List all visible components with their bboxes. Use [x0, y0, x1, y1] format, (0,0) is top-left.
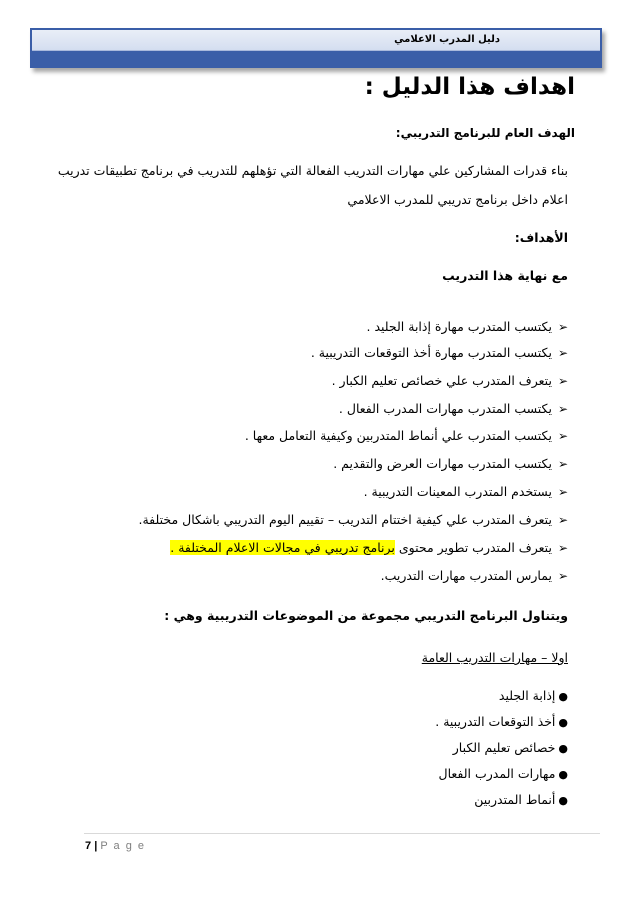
arrow-check-icon: ➢ — [557, 429, 568, 443]
objective-item — [339, 401, 568, 416]
header-bar — [30, 28, 602, 68]
page-number: 7 — [85, 840, 92, 852]
arrow-check-icon: ➢ — [557, 485, 568, 499]
arrow-check-icon: ➢ — [557, 346, 568, 360]
objective-text: يكتسب المتدرب مهارات العرض والتقديم . — [333, 456, 552, 471]
bullet-dot-icon: ● — [558, 690, 568, 703]
general-goal-heading: الهدف العام للبرنامج التدريبي: — [395, 126, 575, 140]
objective-text: يكتسب المتدرب مهارة إذابة الجليد . — [366, 319, 552, 334]
objective-text: يمارس المتدرب مهارات التدريب. — [380, 568, 552, 583]
objective-item — [245, 428, 568, 443]
topic-item — [499, 688, 568, 703]
topic-text: إذابة الجليد — [498, 688, 556, 703]
header-title: دليل المدرب الاعلامي — [394, 34, 500, 45]
objective-text: يتعرف المتدرب علي خصائص تعليم الكبار . — [331, 373, 552, 388]
topic-item — [474, 792, 568, 807]
objectives-heading: الأهداف: — [514, 230, 568, 245]
objective-text: يتعرف المتدرب علي كيفية اختتام التدريب – تقييم اليوم التدريبي باشكال مختلفة. — [138, 512, 552, 527]
objective-item — [332, 373, 568, 388]
objective-text: يكتسب المتدرب مهارة أخذ التوقعات التدريبية . — [310, 345, 552, 360]
topic-item — [453, 740, 568, 755]
topic-item — [439, 766, 569, 781]
topic-text: خصائص تعليم الكبار — [452, 740, 556, 755]
topics-intro: ويتناول البرنامج التدريبي مجموعة من الموضوعات التدريبية وهي : — [164, 608, 568, 623]
objective-item — [311, 345, 568, 360]
topic-text: أخذ التوقعات التدريبية . — [435, 714, 556, 729]
end-of-training-heading: مع نهاية هذا التدريب — [442, 268, 568, 283]
topic-text: مهارات المدرب الفعال — [438, 766, 556, 781]
arrow-check-icon: ➢ — [557, 402, 568, 416]
objective-item — [333, 456, 568, 471]
objective-item — [139, 512, 569, 527]
topic-item — [435, 714, 568, 729]
page-footer — [85, 840, 146, 852]
general-goal-line-2: اعلام داخل برنامج تدريبي للمدرب الاعلامي — [347, 192, 568, 207]
objective-item — [364, 484, 568, 499]
page-label: P a g e — [100, 840, 146, 852]
bullet-dot-icon: ● — [558, 742, 568, 755]
objective-text: يستخدم المتدرب المعينات التدريبية . — [363, 484, 552, 499]
topic-text: أنماط المتدربين — [474, 792, 556, 807]
objective-text: يتعرف المتدرب تطوير محتوى — [394, 540, 552, 555]
header-bar-strip — [32, 30, 600, 51]
objective-text: يكتسب المتدرب علي أنماط المتدربين وكيفية التعامل معها . — [244, 428, 552, 443]
page-title: اهداف هذا الدليل : — [364, 74, 575, 100]
section-one-heading: اولا – مهارات التدريب العامة — [421, 650, 568, 665]
arrow-check-icon: ➢ — [557, 374, 568, 388]
bullet-dot-icon: ● — [558, 794, 568, 807]
objective-text: يكتسب المتدرب مهارات المدرب الفعال . — [338, 401, 552, 416]
objective-item-highlighted — [170, 540, 568, 555]
bullet-dot-icon: ● — [558, 716, 568, 729]
objective-item — [367, 319, 569, 334]
arrow-check-icon: ➢ — [557, 513, 568, 527]
general-goal-line-1: بناء قدرات المشاركين علي مهارات التدريب الفعالة التي تؤهلهم للتدريب في برنامج تطبيقات تدريب — [57, 163, 568, 178]
footer-separator: | — [94, 840, 98, 852]
arrow-check-icon: ➢ — [557, 457, 568, 471]
objective-item — [381, 568, 568, 583]
bullet-dot-icon: ● — [558, 768, 568, 781]
arrow-check-icon: ➢ — [557, 320, 568, 334]
arrow-check-icon: ➢ — [557, 569, 568, 583]
arrow-check-icon: ➢ — [557, 541, 568, 555]
highlighted-text: برنامج تدريبي في مجالات الاعلام المختلفة . — [170, 540, 395, 555]
footer-divider — [84, 833, 600, 834]
